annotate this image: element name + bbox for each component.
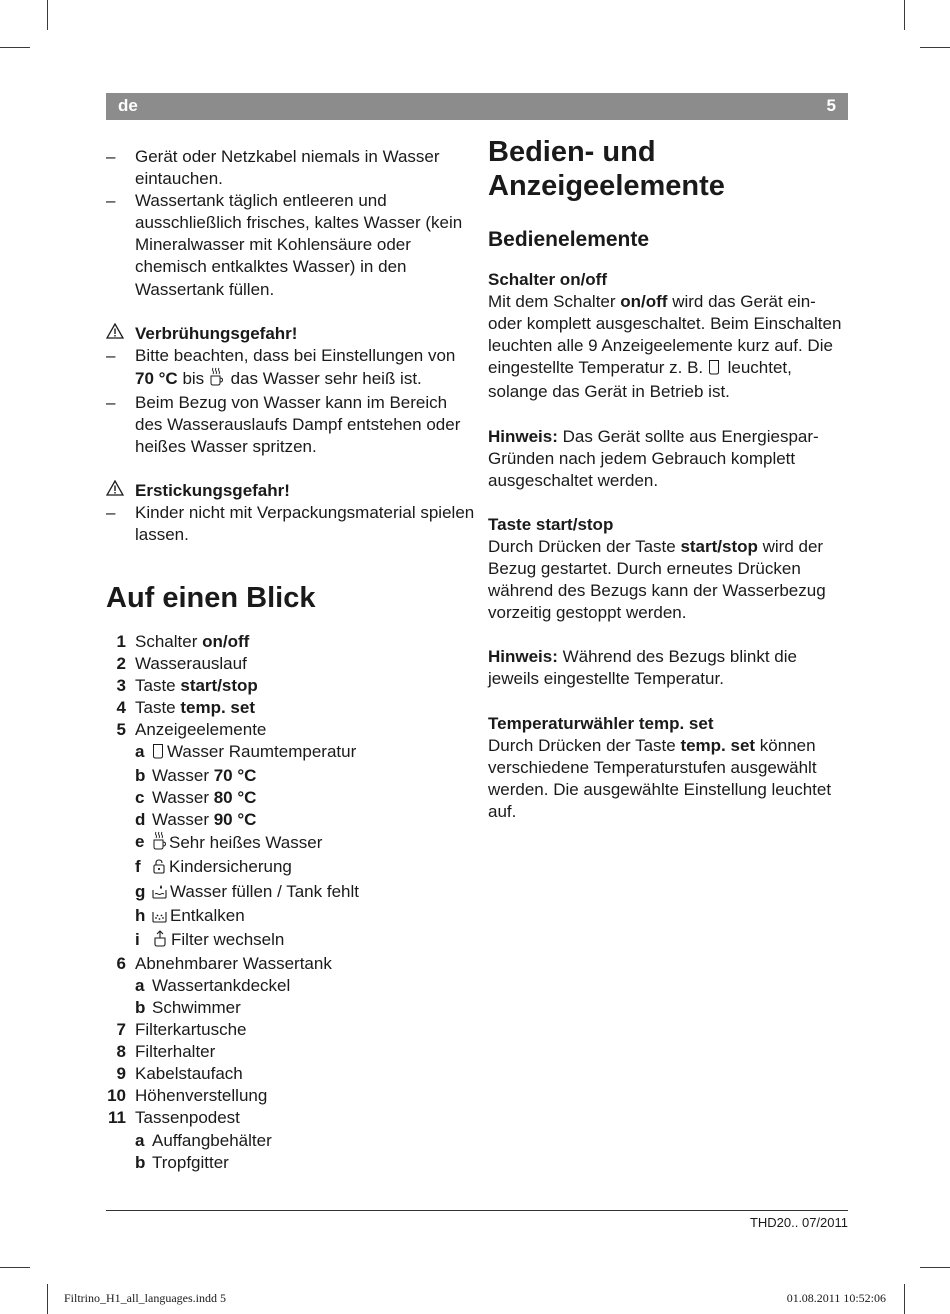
steaming-cup-icon <box>152 831 166 856</box>
section-title: Bedien- und Anzeigeelemente <box>488 136 725 202</box>
cup-icon <box>708 359 720 381</box>
sub-list-item: a Auffangbehälter <box>135 1130 272 1150</box>
list-item: 7 Filterkartusche <box>116 1020 247 1040</box>
crop-mark <box>920 47 950 48</box>
paragraph-heading: Temperaturwähler temp. set <box>488 713 714 733</box>
list-item: 9 Kabelstaufach <box>116 1064 243 1084</box>
sub-list-item: g Wasser füllen / Tank fehlt <box>106 881 476 905</box>
list-item: 11 Tassenpodest <box>108 1108 240 1128</box>
list-item: – Beim Bezug von Wasser kann im Bereich des Wasserauslaufs Dampf entstehen oder heißes Wasser spritzen. <box>106 392 461 457</box>
paragraph: Durch Drücken der Taste temp. set können verschiedene Temperaturstufen ausgewählt werden. Die ausgewählte Einstellung leuchtet auf. <box>488 735 832 821</box>
hint-paragraph: Hinweis: Das Gerät sollte aus Energiespar-Gründen nach jedem Gebrauch komplett ausgeschaltet werden. <box>488 426 819 490</box>
cup-icon <box>152 743 164 765</box>
warning-heading: Erstickungsgefahr! <box>106 480 476 502</box>
sub-list-item: b Schwimmer <box>135 998 241 1017</box>
warning-triangle-icon <box>106 480 135 502</box>
paragraph-heading: Schalter on/off <box>488 270 608 289</box>
paragraph: Mit dem Schalter on/off wird das Gerät ein- oder komplett ausgeschaltet. Beim Einschalten leuchten alle 9 Anzeigeelemente kurz auf. Die eingestellte Temperatur z. B. leuchtet, solange das Gerät in Betrieb ist. <box>488 292 842 402</box>
hint-paragraph: Hinweis: Während des Bezugs blinkt die jeweils eingestellte Temperatur. <box>488 647 797 689</box>
warning-heading: Verbrühungsgefahr! <box>106 323 476 345</box>
sub-list-item: h Entkalken <box>106 905 476 929</box>
filter-change-icon <box>152 930 168 953</box>
list-item: – Kinder nicht mit Verpackungsmaterial spielen lassen. <box>106 503 475 545</box>
page-header <box>106 93 848 120</box>
sub-list-item: f Kindersicherung <box>106 856 476 880</box>
list-item: 6 Abnehmbarer Wassertank <box>116 953 332 973</box>
list-item: – Gerät oder Netzkabel niemals in Wasser eintauchen. <box>106 147 440 189</box>
list-item: 8 Filterhalter <box>116 1042 216 1062</box>
sub-list-item: b Tropfgitter <box>135 1152 229 1172</box>
crop-mark <box>47 0 48 30</box>
descale-icon <box>152 907 167 929</box>
right-column <box>488 135 850 823</box>
crop-mark <box>904 0 905 30</box>
sub-list-item: a Wassertankdeckel <box>135 975 291 995</box>
print-timestamp: 01.08.2011 10:52:06 <box>786 1291 886 1305</box>
list-item: – Wassertank täglich entleeren und ausschließlich frisches, kaltes Wasser (kein Mineralwasser mit Kohlensäure oder chemisch entkalktes Wasser) in den Wassertank füllen. <box>106 191 463 299</box>
warning-triangle-icon <box>106 323 135 345</box>
water-tank-icon <box>152 883 167 905</box>
list-item: 5 Anzeigeelemente <box>116 719 267 739</box>
sub-list-item: b Wasser 70 °C <box>135 766 257 786</box>
subsection-title: Bedienelemente <box>488 228 650 251</box>
language-code: de <box>118 96 138 115</box>
lock-icon <box>152 858 166 880</box>
paragraph-heading: Taste start/stop <box>488 514 614 534</box>
left-column <box>106 146 476 1174</box>
crop-mark <box>920 1267 950 1268</box>
list-item: 3 Taste start/stop <box>116 675 258 695</box>
list-item: 2 Wasserauslauf <box>116 653 247 673</box>
crop-mark <box>47 1284 48 1314</box>
section-title: Auf einen Blick <box>106 581 316 614</box>
sub-list-item: c Wasser 80 °C <box>135 788 257 808</box>
crop-mark <box>0 1267 30 1268</box>
sub-list-item: e Sehr heißes Wasser <box>106 831 476 856</box>
page-number: 5 <box>826 96 836 115</box>
list-item: 10 Höhenverstellung <box>107 1086 268 1106</box>
list-item: 1 Schalter on/off <box>116 631 250 651</box>
crop-mark <box>904 1284 905 1314</box>
crop-mark <box>0 47 30 48</box>
document-code: THD20.. 07/2011 <box>749 1215 848 1230</box>
steaming-cup-icon <box>209 367 223 392</box>
paragraph: Durch Drücken der Taste start/stop wird der Bezug gestartet. Durch erneutes Drücken während des Bezugs kann der Wasserbezug vorzeitig gestoppt werden. <box>488 536 826 623</box>
sub-list-item: i Filter wechseln <box>106 929 476 953</box>
sub-list-item: a Wasser Raumtemperatur <box>106 741 476 765</box>
footer-rule <box>106 1210 848 1211</box>
list-item: 4 Taste temp. set <box>116 697 255 717</box>
list-item: – Bitte beachten, dass bei Einstellungen von 70 °C bis das Wasser sehr heiß ist. <box>106 345 476 392</box>
print-file-slug: Filtrino_H1_all_languages.indd 5 <box>64 1291 226 1305</box>
sub-list-item: d Wasser 90 °C <box>135 810 257 830</box>
